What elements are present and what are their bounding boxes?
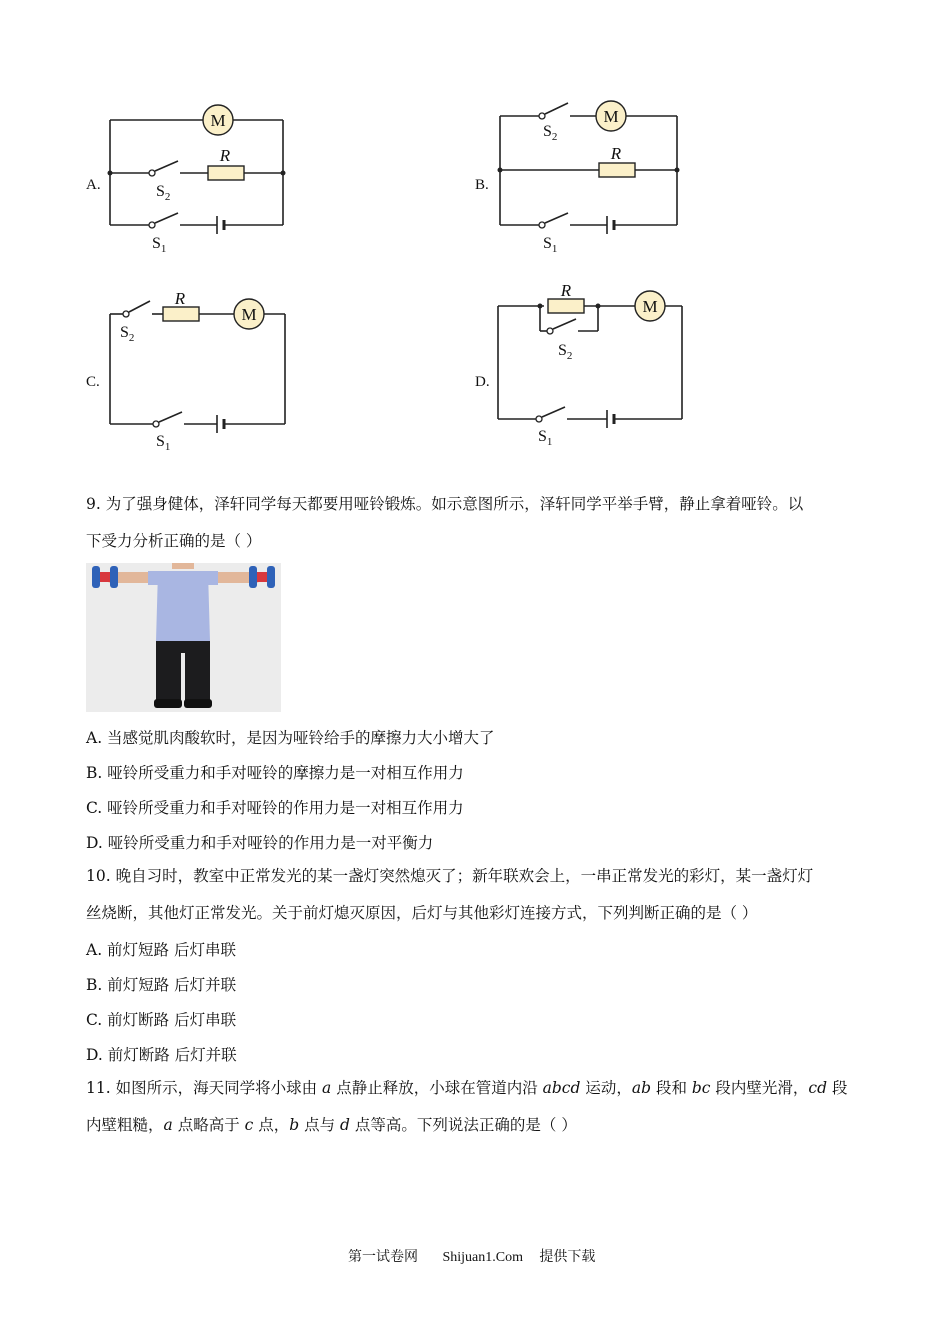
motor-label: M	[241, 305, 257, 324]
switch-s2-label: $S_2$	[156, 183, 171, 203]
switch-s1-label: $S_1$	[152, 235, 167, 255]
footer-site-name: 第一试卷网	[348, 1249, 418, 1265]
option-b-label: B.	[475, 177, 489, 193]
question-9-option-b: B. 哑铃所受重力和手对哑铃的摩擦力是一对相互作用力	[86, 764, 464, 782]
resistor-label: R	[174, 289, 186, 308]
dumbbell-exercise-photo	[86, 563, 281, 712]
question-10-option-c: C. 前灯断路 后灯串联	[86, 1011, 237, 1029]
question-10-option-d: D. 前灯断路 后灯并联	[86, 1046, 237, 1064]
switch-s1-label: $S_1$	[156, 433, 171, 453]
switch-s2-label: $S_2$	[558, 342, 573, 362]
motor-label: M	[210, 111, 226, 130]
circuit-diagram-d	[490, 280, 690, 455]
option-c-label: C.	[86, 374, 100, 390]
option-a-label: A.	[86, 177, 101, 193]
question-9-line-1: 9. 为了强身健体，泽轩同学每天都要用哑铃锻炼。如示意图所示，泽轩同学平举手臂，静止拿着哑铃。以	[86, 495, 804, 513]
switch-s1-label: $S_1$	[543, 235, 558, 255]
resistor-symbol	[599, 163, 635, 177]
resistor-symbol	[548, 299, 584, 313]
question-9-option-c: C. 哑铃所受重力和手对哑铃的作用力是一对相互作用力	[86, 799, 464, 817]
question-11-line-1: 11. 如图所示，海天同学将小球由 a 点静止释放，小球在管道内沿 abcd 运动，ab 段和 bc 段内壁光滑，cd 段	[86, 1079, 848, 1097]
resistor-label: R	[560, 281, 572, 300]
option-d-label: D.	[475, 374, 490, 390]
question-10-line-2: 丝烧断，其他灯正常发光。关于前灯熄灭原因，后灯与其他彩灯连接方式，下列判断正确的是（ ）	[86, 904, 758, 922]
question-10-option-a: A. 前灯短路 后灯串联	[86, 941, 236, 959]
question-10-line-1: 10. 晚自习时，教室中正常发光的某一盏灯突然熄灭了；新年联欢会上，一串正常发光的彩灯，某一盏灯灯	[86, 867, 814, 885]
resistor-label: R	[610, 144, 622, 163]
resistor-symbol	[163, 307, 199, 321]
motor-label: M	[642, 297, 658, 316]
question-11-line-2: 内壁粗糙，a 点略高于 c 点，b 点与 d 点等高。下列说法正确的是（ ）	[86, 1116, 577, 1134]
switch-s1-label: $S_1$	[538, 428, 553, 448]
footer-download-text: 提供下载	[539, 1249, 596, 1265]
question-9-option-a: A. 当感觉肌肉酸软时，是因为哑铃给手的摩擦力大小增大了	[86, 729, 495, 747]
motor-label: M	[603, 107, 619, 126]
page-footer	[348, 1246, 595, 1266]
question-10-option-b: B. 前灯短路 后灯并联	[86, 976, 237, 994]
question-9-option-d: D. 哑铃所受重力和手对哑铃的作用力是一对平衡力	[86, 834, 434, 852]
circuit-diagram-c	[100, 285, 300, 460]
circuit-diagram-b	[490, 92, 690, 262]
switch-s2-label: $S_2$	[120, 324, 135, 344]
resistor-symbol	[208, 166, 244, 180]
resistor-label: R	[219, 146, 231, 165]
footer-site-url[interactable]: Shijuan1.Com	[442, 1250, 523, 1265]
question-9-line-2: 下受力分析正确的是（ ）	[86, 532, 262, 550]
circuit-diagram-a	[100, 95, 300, 265]
switch-s2-label: $S_2$	[543, 123, 558, 143]
